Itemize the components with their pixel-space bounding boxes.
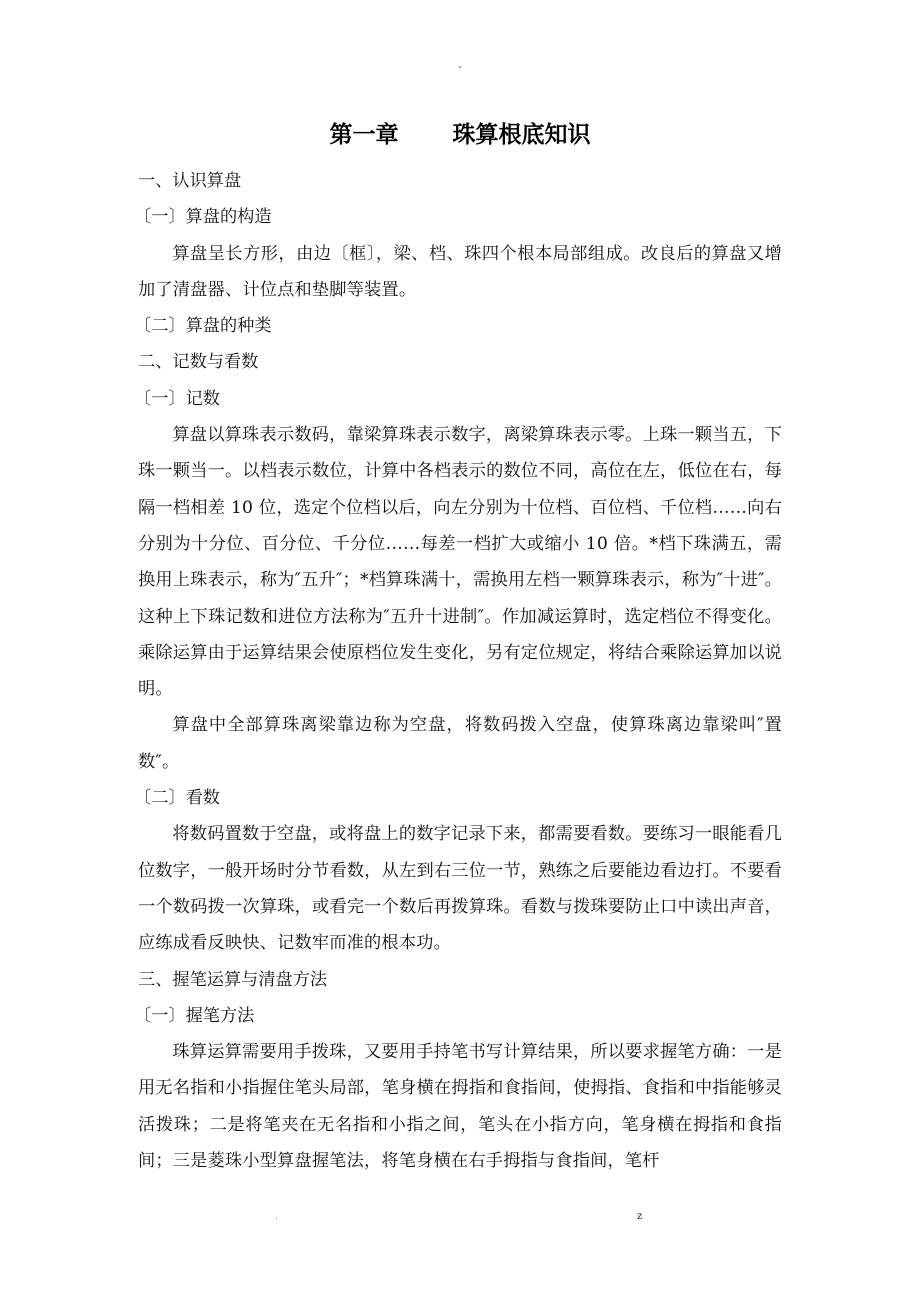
subsection-heading-3-1: 〔一〕握笔方法: [134, 1005, 255, 1026]
subsection-heading-1-1: 〔一〕算盘的构造: [134, 207, 272, 228]
paragraph-pen-holding: 珠算运算需要用手拨珠，又要用手持笔书写计算结果，所以要求握笔方确：一是用无名指和小指握住笔头局部，笔身横在拇指和食指间，使拇指、食指和中指能够灵活拨珠；二是将笔夹在无名指和小指之间，笔头在小指方向，笔身横在拇指和食指间；三是菱珠小型算盘握笔法，将笔身横在右手拇指与食指间，笔杆: [138, 1042, 782, 1172]
paragraph-empty-board: 算盘中全部算珠离梁靠边称为空盘，将数码拨入空盘，使算珠离边靠梁叫″置数″。: [138, 715, 782, 772]
subsection-heading-1-2: 〔二〕算盘的种类: [134, 316, 272, 337]
section-heading-2: 二、记数与看数: [138, 352, 259, 373]
section-heading-1: 一、认识算盘: [138, 171, 242, 191]
subsection-heading-2-1: 〔一〕记数: [134, 388, 220, 409]
page-footer-right-mark: z: [637, 1211, 643, 1222]
page-footer-left-mark: .: [275, 1212, 278, 1222]
paragraph-counting: 算盘以算珠表示数码，靠梁算珠表示数字，离梁算珠表示零。上珠一颗当五，下珠一颗当一。以档表示数位，计算中各档表示的数位不同，高位在左，低位在右，每隔一档相差 10 位，选定个位档以后，向左分别为十位档、百位档、千位档……向右分别为十分位、百分位、千分位……每差一档扩大或缩小 10 倍。*档下珠满五，需换用上珠表示，称为″五升″；*档算珠满十，需换用左档一颗算珠表示，称为″十进″。这种上下珠记数和进位方法称为″五升十进制″。作加减运算时，选定档位不得变化。乘除运算由于运算结果会使原档位发生变化，另有定位规定，将结合乘除运算加以说明。: [138, 425, 782, 700]
section-heading-3: 三、握笔运算与清盘方法: [138, 969, 328, 990]
paragraph-abacus-structure: 算盘呈长方形，由边〔框〕，梁、档、珠四个根本局部组成。改良后的算盘又增加了清盘器、计位点和垫脚等装置。: [138, 243, 782, 300]
chapter-title: 第一章 珠算根底知识: [329, 122, 591, 148]
document-body: [134, 163, 782, 1179]
page-header-mark: -: [458, 62, 462, 73]
paragraph-reading-numbers: 将数码置数于空盘，或将盘上的数字记录下来，都需要看数。要练习一眼能看几位数字，一般开场时分节看数，从左到右三位一节，熟练之后要能边看边打。不要看一个数码拨一次算珠，或看完一个数后再拨算珠。看数与拨珠要防止口中读出声音，应练成看反映快、记数牢而准的根本功。: [138, 824, 782, 954]
subsection-heading-2-2: 〔二〕看数: [134, 788, 220, 809]
